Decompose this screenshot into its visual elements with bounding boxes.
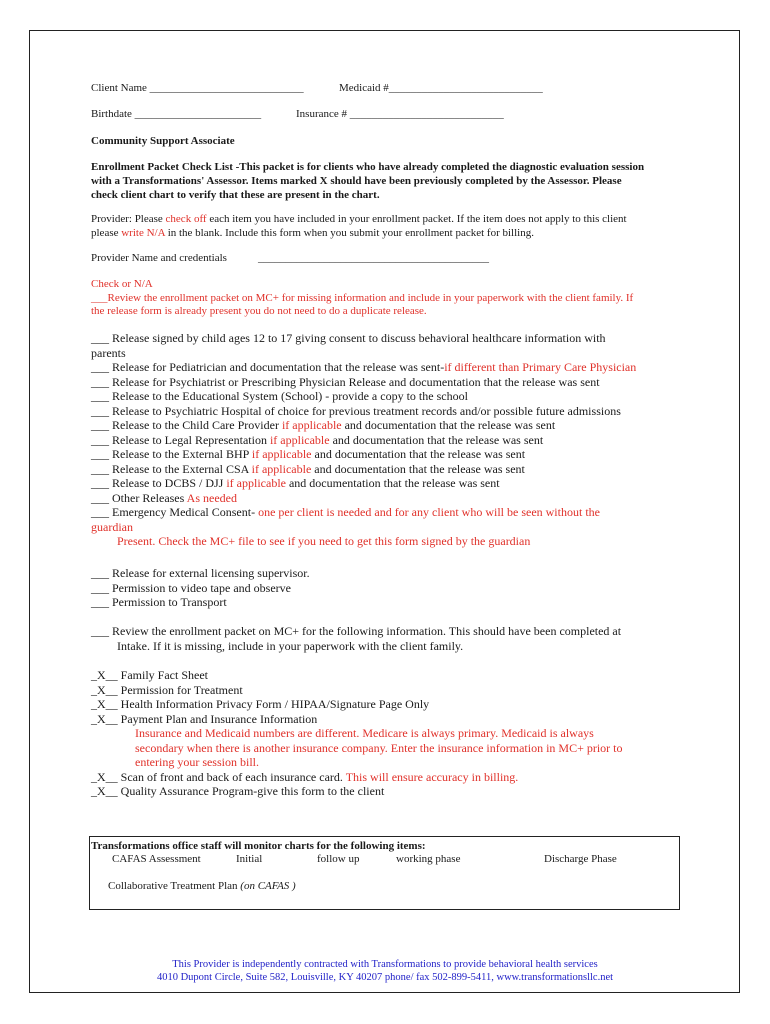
insurance-field: Insurance # ____________________________ xyxy=(296,108,504,120)
footer-line-2: 4010 Dupont Circle, Suite 582, Louisville, KY 40207 phone/ fax 502-899-5411, www.transformationsllc.net xyxy=(156,972,614,983)
intro-line-3: check client chart to verify that these are present in the chart. xyxy=(91,189,380,201)
provider-note-emphasis: check off xyxy=(165,213,207,225)
medicaid-field: Medicaid #____________________________ xyxy=(339,82,543,94)
list-item: ___ Release to Psychiatric Hospital of choice for previous treatment records and/or possible future admissions xyxy=(91,403,621,418)
list-item: _X__ Permission for Treatment xyxy=(91,682,243,697)
insurance-note-line-3: entering your session bill. xyxy=(135,755,259,769)
list-item: ___ Release to the External CSA if applicable and documentation that the release was sent xyxy=(91,461,525,476)
releases-list xyxy=(91,331,636,549)
list-item: ___ Release to DCBS / DJJ if applicable and documentation that the release was sent xyxy=(91,476,500,490)
discharge-phase-label: Discharge Phase xyxy=(544,853,617,865)
client-name-field: Client Name ____________________________ xyxy=(91,82,304,94)
list-item: ___ Release for Pediatrician and documentation that the release was sent-if different than Primary Care Physician xyxy=(91,360,637,374)
insurance-note-line-2: secondary when there is another insurance company. Enter the insurance information in MC+ prior to xyxy=(135,740,623,755)
provider-note-line-2 xyxy=(91,227,534,239)
list-item: ___ Permission to Transport xyxy=(91,595,227,609)
review-block xyxy=(91,624,621,653)
intro-line-2: with a Transformations' Assessor. Items marked X should have been previously completed by the Assessor. Please xyxy=(91,175,622,187)
permissions-list xyxy=(91,566,310,610)
check-or-na-heading: Check or N/A xyxy=(91,278,153,290)
list-item: ___ Release to Legal Representation if applicable and documentation that the release was sent xyxy=(91,432,544,447)
list-item: ___ Permission to video tape and observe xyxy=(91,580,291,595)
check-or-na-line-1: ___Review the enrollment packet on MC+ for missing information and include in your paperwork with the client family. If xyxy=(91,292,634,304)
list-item: _X__ Scan of front and back of each insurance card. This will ensure accuracy in billing. xyxy=(91,769,519,784)
provider-note-text: please xyxy=(91,227,122,239)
list-item: parents xyxy=(91,345,126,360)
list-item: Present. Check the MC+ file to see if you need to get this form signed by the guardian xyxy=(117,534,531,548)
intro-line-1: Enrollment Packet Check List -This packet is for clients who have already completed the diagnostic evaluation session xyxy=(91,161,645,173)
insurance-note-line-1: Insurance and Medicaid numbers are different. Medicare is always primary. Medicaid is always xyxy=(135,726,594,740)
list-item: _X__ Quality Assurance Program-give this form to the client xyxy=(91,784,385,798)
footer-line-1: This Provider is independently contracted with Transformations to provide behavioral health services xyxy=(172,959,598,970)
list-item: _X__ Payment Plan and Insurance Information xyxy=(91,711,318,726)
monitoring-heading: Transformations office staff will monitor charts for the following items: xyxy=(91,840,426,852)
list-item: ___ Emergency Medical Consent- one per client is needed and for any client who will be seen without the xyxy=(91,505,600,519)
list-item: ___ Release for external licensing supervisor. xyxy=(91,566,310,580)
working-phase-label: working phase xyxy=(396,853,461,865)
page-title: Community Support Associate xyxy=(91,135,235,147)
provider-name-line: __________________________________________ xyxy=(258,252,489,264)
list-item: _X__ Health Information Privacy Form / HIPAA/Signature Page Only xyxy=(91,697,430,711)
provider-note-emphasis: write N/A xyxy=(121,227,165,239)
birthdate-field: Birthdate _______________________ xyxy=(91,108,262,120)
list-item: ___ Other Releases As needed xyxy=(91,490,237,505)
list-item: guardian xyxy=(91,519,133,534)
follow-up-label: follow up xyxy=(317,853,360,865)
initial-label: Initial xyxy=(236,853,263,865)
list-item: ___ Release to the Child Care Provider if applicable and documentation that the release was sent xyxy=(91,418,556,432)
list-item: ___ Release signed by child ages 12 to 17 giving consent to discuss behavioral healthcare information with xyxy=(91,331,606,345)
intake-list xyxy=(91,668,623,799)
collaborative-plan-label: Collaborative Treatment Plan (on CAFAS ) xyxy=(108,880,296,892)
check-or-na-line-2: the release form is already present you do not need to do a duplicate release. xyxy=(91,305,427,317)
provider-name-label: Provider Name and credentials xyxy=(91,252,227,264)
review-line-2: Intake. If it is missing, include in your paperwork with the client family. xyxy=(117,638,464,653)
provider-note-line-1 xyxy=(91,213,627,225)
list-item: ___ Release to the External BHP if applicable and documentation that the release was sent xyxy=(91,447,526,461)
provider-note-text: in the blank. Include this form when you submit your enrollment packet for billing. xyxy=(164,227,534,239)
list-item: ___ Release for Psychiatrist or Prescribing Physician Release and documentation that the release was sent xyxy=(91,374,600,389)
provider-note-text: each item you have included in your enrollment packet. If the item does not apply to this client xyxy=(206,213,627,225)
cafas-assessment-label: CAFAS Assessment xyxy=(112,853,201,865)
list-item: _X__ Family Fact Sheet xyxy=(91,668,208,682)
list-item: ___ Release to the Educational System (School) - provide a copy to the school xyxy=(91,389,468,403)
monitoring-box xyxy=(89,836,680,910)
review-line-1: ___ Review the enrollment packet on MC+ for the following information. This should have been completed at xyxy=(91,624,622,638)
provider-note-text: Provider: Please xyxy=(91,213,166,225)
